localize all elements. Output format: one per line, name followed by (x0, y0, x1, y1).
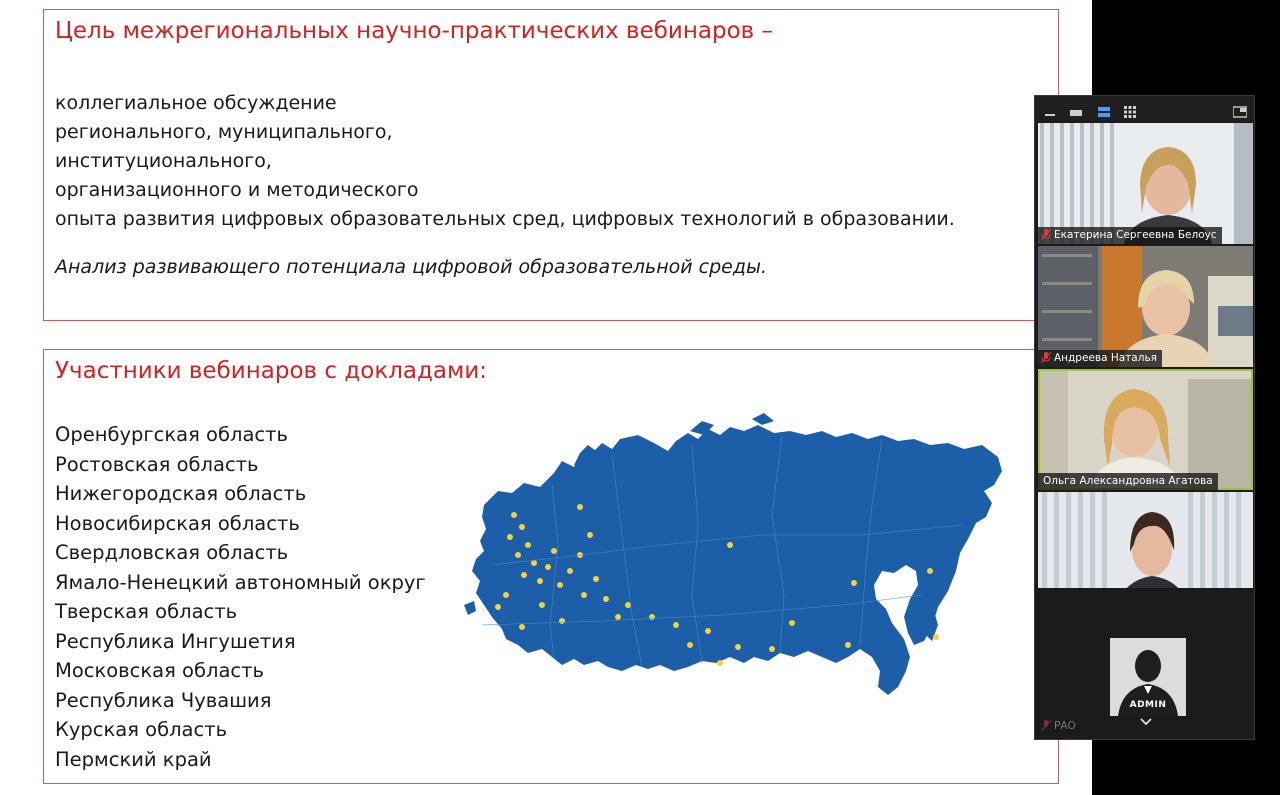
participant-name-tag (1038, 718, 1081, 735)
participant-name: Екатерина Сергеевна Белоус (1054, 229, 1217, 241)
video-tile[interactable] (1038, 246, 1253, 367)
participant-name-tag (1038, 473, 1218, 490)
regions-list (55, 420, 426, 774)
gallery-view-icon[interactable] (1123, 103, 1137, 115)
window-icon[interactable] (1069, 103, 1083, 115)
muted-mic-icon (1041, 720, 1051, 737)
video-feed (1038, 123, 1253, 244)
region-item: Республика Ингушетия (55, 629, 296, 653)
video-feed (1038, 246, 1253, 367)
goal-title: Цель межрегиональных научно-практических вебинаров – (55, 18, 774, 44)
goal-line: регионального, муниципального, (55, 121, 393, 143)
russia-shape (472, 425, 1002, 695)
goal-line: опыта развития цифровых образовательных сред, цифровых технологий в образовании. (55, 208, 955, 230)
participant-name-tag (1038, 227, 1222, 244)
participant-name: Ольга Александровна Агатова (1043, 475, 1213, 487)
goal-line: коллегиальное обсуждение (55, 92, 337, 114)
region-item: Свердловская область (55, 541, 289, 564)
muted-mic-icon (1041, 352, 1051, 367)
participant-name-tag (1038, 350, 1162, 367)
region-item: Ростовская область (55, 452, 259, 476)
region-item: Новосибирская область (55, 511, 300, 535)
participant-name: Андреева Наталья (1054, 352, 1157, 364)
avatar-label: ADMIN (1129, 700, 1167, 710)
video-tile[interactable] (1038, 588, 1253, 738)
region-item: Оренбургская область (55, 423, 288, 446)
video-feed (1038, 369, 1253, 490)
video-panel (1034, 95, 1255, 740)
video-tile[interactable] (1038, 123, 1253, 244)
muted-mic-icon (1041, 229, 1051, 244)
video-panel-toolbar (1035, 96, 1254, 122)
exit-fullscreen-icon[interactable] (1233, 103, 1247, 115)
goal-text (55, 89, 955, 282)
region-item: Курская область (55, 718, 228, 741)
participants-title: Участники вебинаров с докладами: (55, 358, 488, 384)
region-item: Московская область (55, 659, 264, 682)
map-island (464, 601, 476, 615)
goal-italic-line: Анализ развивающего потенциала цифровой образовательной среды. (55, 256, 768, 278)
minimize-icon[interactable] (1043, 103, 1057, 115)
participant-name: РАО (1054, 720, 1076, 732)
avatar (1110, 638, 1186, 716)
region-item: Нижегородская область (55, 482, 307, 505)
speaker-view-icon[interactable] (1097, 103, 1111, 115)
russia-map (462, 395, 1012, 740)
chevron-down-icon[interactable] (1140, 715, 1152, 730)
region-item: Республика Чувашия (55, 688, 272, 712)
region-item: Тверская область (55, 600, 238, 623)
goal-line: организационного и методического (55, 179, 419, 201)
region-item: Ямало-Ненецкий автономный округ (55, 570, 426, 594)
region-item: Пермский край (55, 747, 212, 771)
goal-line: институционального, (55, 150, 272, 172)
goal-box (43, 9, 1059, 321)
map-island (752, 413, 774, 425)
video-tile-active-speaker[interactable] (1038, 369, 1253, 490)
